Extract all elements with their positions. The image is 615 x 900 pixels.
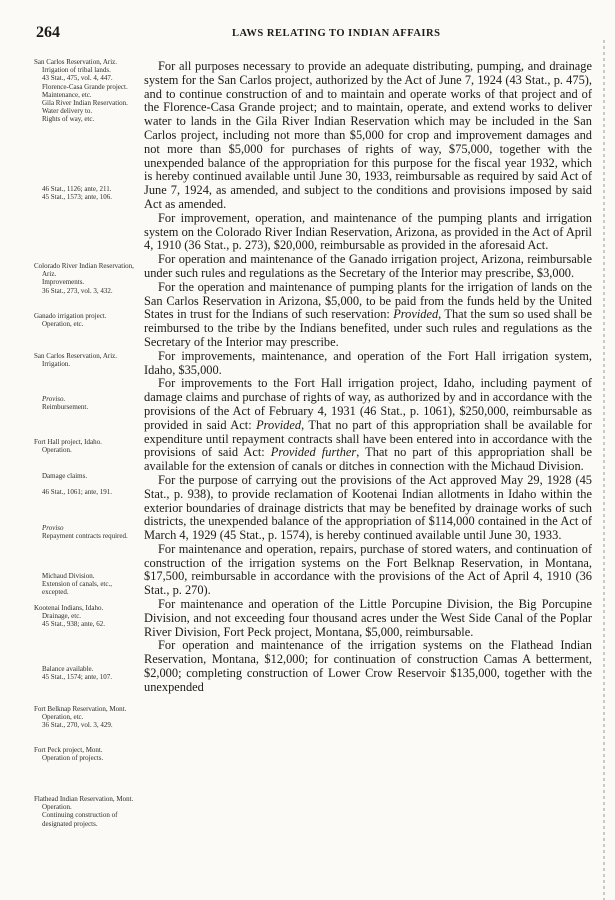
paragraph-text: For the purpose of carrying out the provisions of the Act approved May 29, 1928 (45 Stat., p. 938), to provide reclamation of Kootenai Indian allotments in Idaho within the exterior boundaries of drainage districts that may be benefited by drainage works of such districts, the unexpended balance of the appropriation of $114,000 contained in the Act of March 4, 1929 (45 Stat., p. 1574), is hereby continued available until June 30, 1933.	[144, 472, 592, 543]
paragraph-text: For improvements to the Fort Hall irrigation project, Idaho, including payment of damage claims and purchase of rights of way, as authorized by and in accordance with the provisions of the Act of February 4, 1931 (46 Stat., p. 1061), $250,000, reimbursable as provided in said Act:	[144, 376, 592, 432]
margin-note-line: San Carlos Reservation, Ariz.	[34, 352, 118, 360]
margin-note-line: Fort Belknap Reservation, Mont.	[34, 705, 127, 713]
margin-note	[34, 312, 140, 328]
proviso-italic: Provided	[393, 307, 439, 322]
margin-note	[34, 795, 140, 828]
margin-note-line: Maintenance, etc.	[42, 90, 92, 99]
margin-note-line: Fort Peck project, Mont.	[34, 746, 103, 754]
page-number: 264	[36, 24, 60, 41]
margin-note-line: Reimbursement.	[42, 403, 89, 412]
body-text	[144, 60, 592, 695]
margin-note	[34, 488, 140, 496]
margin-note-line: Damage claims.	[42, 472, 88, 480]
margin-note-line: 46 Stat., 1126; ante, 211.	[42, 185, 112, 193]
margin-note-line: Flathead Indian Reservation, Mont.	[34, 795, 134, 803]
margin-note	[34, 395, 140, 411]
margin-note-line: Michaud Division.	[42, 572, 95, 580]
margin-note-line: Kootenai Indians, Idaho.	[34, 604, 104, 612]
margin-note-line: 36 Stat., 270, vol. 3, 429.	[42, 721, 113, 730]
paragraph-text: For maintenance and operation, repairs, purchase of stored waters, and continuation of construction of the irrigation systems on the Fort Belknap Reservation, in Montana, $17,500, reimbursable in accordance with the provisions of the Act of April 4, 1910 (36 Stat., p. 270).	[144, 541, 592, 598]
margin-note	[34, 572, 140, 597]
margin-note-line: Rights of way, etc.	[42, 115, 95, 124]
paragraph	[144, 474, 592, 543]
margin-note-line: Operation, etc.	[42, 320, 84, 329]
margin-note-line: 43 Stat., 475, vol. 4, 447.	[42, 74, 113, 83]
margin-note	[34, 665, 140, 681]
margin-note-line: Balance available.	[42, 665, 94, 673]
margin-note-line: 46 Stat., 1061; ante, 191.	[42, 488, 112, 496]
paragraph-text: , That the sum so used shall be reimbursed to the tribe by the Indians benefited, under such rules and regulations as the Secretary of the Interior may prescribe.	[144, 307, 592, 349]
margin-note	[34, 438, 140, 454]
margin-note-line: Extension of canals, etc., excepted.	[42, 580, 112, 597]
margin-note	[34, 705, 140, 730]
margin-note-line: Proviso	[42, 524, 64, 532]
margin-note-line: Operation, etc.	[42, 713, 84, 722]
margin-note	[34, 524, 140, 540]
margin-note-line: Fort Hall project, Idaho.	[34, 438, 102, 446]
margin-note-line: Operation of projects.	[42, 754, 104, 763]
page-edge	[603, 40, 605, 900]
margin-note-line: Gila River Indian Reservation.	[42, 99, 128, 108]
paragraph	[144, 281, 592, 350]
margin-note-line: Improvements.	[42, 278, 85, 287]
paragraph-text: For operation and maintenance of the irrigation systems on the Flathead Indian Reservation, Montana, $12,000; for continuation of construction Camas A betterment, $2,000; completing construction of Lower Crow Reservoir $135,000, together with the unexpended	[144, 638, 592, 694]
running-head: LAWS RELATING TO INDIAN AFFAIRS	[232, 28, 441, 39]
margin-note-line: 36 Stat., 273, vol. 3, 432.	[42, 286, 113, 295]
paragraph-text: For all purposes necessary to provide an adequate distributing, pumping, and drainage system for the San Carlos project, authorized by the Act of June 7, 1924 (43 Stat., p. 475), and to continue construction of and to maintain and operate works of that project and of the Florence-Casa Grande project; and to maintain, operate, and extend works to deliver water to lands in the Gila River Indian Reservation which may be included in the San Carlos project, including not more than $5,000 for crop and improvement damages and not more than $5,000 for purchases of rights of way, $75,000, together with the unexpended balance of the appropriation for this purpose for the fiscal year 1932, which is hereby continued available until June 30, 1933, reimbursable as required by said Act of June 7, 1924, as amended, and subject to the conditions and provisions imposed by said Act as amended.	[144, 59, 592, 211]
margin-note-line: San Carlos Reservation, Ariz.	[34, 58, 118, 66]
margin-note-line: Florence-Casa Grande project.	[42, 82, 128, 91]
margin-note-line: Proviso.	[42, 395, 66, 403]
paragraph-text: For improvement, operation, and maintenance of the pumping plants and irrigation system on the Colorado River Indian Reservation, Arizona, as provided in the Act of April 4, 1910 (36 Stat., p. 273), $20,000, reimbursable as provided in the aforesaid Act.	[144, 210, 592, 253]
margin-note	[34, 746, 140, 762]
paragraph	[144, 377, 592, 474]
paragraph-text: For maintenance and operation of the Little Porcupine Division, the Big Porcupine Division, and not exceeding four thousand acres under the West Side Canal of the Poplar River Division, Fort Peck project, Montana, $5,000, reimbursable.	[144, 597, 592, 639]
margin-note-line: Colorado River Indian Reservation, Ariz.	[34, 262, 134, 279]
margin-note-line: Drainage, etc.	[42, 612, 82, 621]
margin-note-line: Continuing construction of designated projects.	[42, 811, 118, 828]
margin-note-line: Ganado irrigation project.	[34, 312, 107, 320]
margin-note	[34, 352, 140, 368]
paragraph	[144, 350, 592, 378]
margin-note-line: Operation.	[42, 803, 72, 812]
paragraph	[144, 212, 592, 253]
margin-note-line: Repayment contracts required.	[42, 532, 128, 541]
margin-note	[34, 58, 140, 124]
paragraph-text: For improvements, maintenance, and operation of the Fort Hall irrigation system, Idaho, $35,000.	[144, 348, 592, 377]
paragraph	[144, 598, 592, 639]
margin-note-line: 45 Stat., 938; ante, 62.	[42, 620, 105, 629]
paragraph	[144, 60, 592, 212]
margin-note	[34, 262, 140, 295]
margin-note	[34, 185, 140, 201]
margin-note-line: 45 Stat., 1574; ante, 107.	[42, 673, 112, 682]
proviso-italic: Provided further	[270, 445, 357, 460]
margin-note	[34, 472, 140, 480]
margin-notes-column	[0, 0, 140, 900]
paragraph-text: For operation and maintenance of the Ganado irrigation project, Arizona, reimbursable under such rules and regulations as the Secretary of the Interior may prescribe, $3,000.	[144, 252, 592, 280]
paragraph-text: For the operation and maintenance of pumping plants for the irrigation of lands on the San Carlos Reservation in Arizona, $5,000, to be paid from the funds held by the United States in trust for the Indians of such reservation:	[144, 279, 592, 322]
margin-note-line: 45 Stat., 1573; ante, 106.	[42, 193, 112, 202]
paragraph	[144, 253, 592, 281]
proviso-italic: Provided	[256, 417, 302, 432]
margin-note-line: Irrigation.	[42, 360, 71, 369]
margin-note-line: Irrigation of tribal lands.	[42, 66, 111, 75]
paragraph-text: , That no part of this appropriation shall be available for expenditure until repayment contracts shall have been entered into in accordance with the provisions of said Act:	[144, 417, 593, 460]
paragraph	[144, 639, 592, 694]
paragraph	[144, 543, 592, 598]
margin-note-line: Operation.	[42, 446, 72, 455]
margin-note-line: Water delivery to.	[42, 107, 93, 116]
margin-note	[34, 604, 140, 629]
paragraph-text: , That no part of this appropriation shall be available for the extension of canals or ditches in connection with the Michaud Division.	[144, 445, 592, 474]
